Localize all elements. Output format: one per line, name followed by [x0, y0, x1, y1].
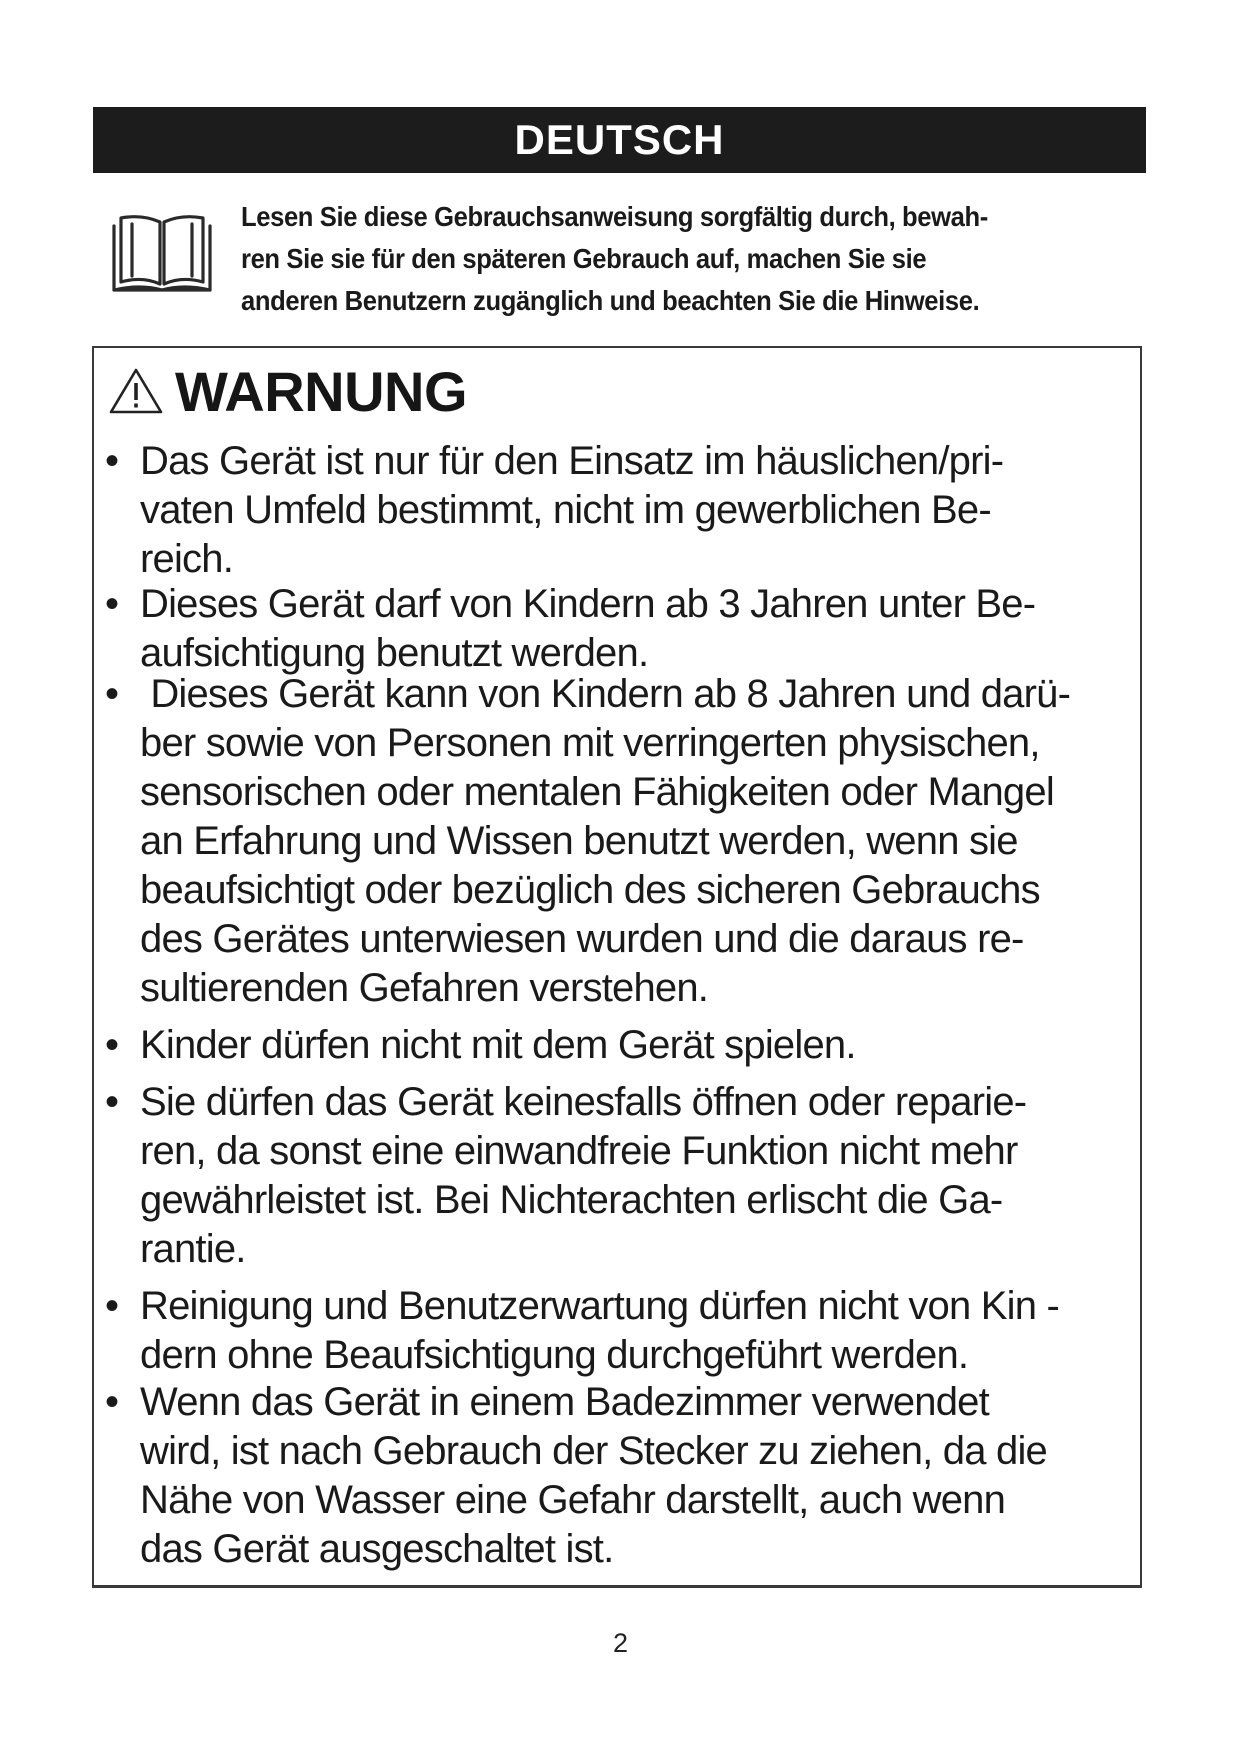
- warning-line: beaufsichtigt oder bezüglich des sicheren Gebrauchs: [140, 868, 1040, 912]
- warning-line: vaten Umfeld bestimmt, nicht im gewerblichen Be-: [140, 488, 991, 532]
- intro-line: ren Sie sie für den späteren Gebrauch auf, machen Sie sie: [241, 243, 927, 274]
- warning-item: [94, 1078, 1144, 1274]
- language-header-bar: [93, 107, 1146, 173]
- warning-item: [94, 580, 1144, 678]
- warning-line: Kinder dürfen nicht mit dem Gerät spielen.: [140, 1023, 856, 1067]
- warning-item: [94, 1378, 1144, 1574]
- warning-line: an Erfahrung und Wissen benutzt werden, wenn sie: [140, 819, 1018, 863]
- warning-heading: [109, 356, 467, 426]
- warning-item: [94, 437, 1144, 584]
- read-instructions-notice: [110, 196, 1146, 326]
- warning-line: wird, ist nach Gebrauch der Stecker zu ziehen, da die: [140, 1429, 1047, 1473]
- language-title: DEUTSCH: [514, 116, 725, 163]
- book-icon: [110, 210, 214, 294]
- intro-line: anderen Benutzern zugänglich und beachten Sie die Hinweise.: [241, 285, 980, 316]
- warning-line: Das Gerät ist nur für den Einsatz im häuslichen/pri-: [140, 439, 1004, 483]
- warning-line: Wenn das Gerät in einem Badezimmer verwendet: [140, 1380, 989, 1424]
- page-number: 2: [612, 1628, 629, 1658]
- warning-line: Nähe von Wasser eine Gefahr darstellt, auch wenn: [140, 1478, 1006, 1522]
- warning-line: dern ohne Beaufsichtigung durchgeführt werden.: [140, 1333, 969, 1377]
- warning-line: sensorischen oder mentalen Fähigkeiten oder Mangel: [140, 770, 1054, 814]
- warning-line: des Gerätes unterwiesen wurden und die daraus re-: [140, 917, 1024, 961]
- warning-list: [94, 437, 1144, 1582]
- bullet-dot: •: [105, 1023, 119, 1067]
- warning-line: rantie.: [140, 1227, 246, 1271]
- warning-item: [94, 1282, 1144, 1380]
- bullet-dot: •: [105, 1080, 119, 1124]
- bullet-dot: •: [105, 1284, 119, 1328]
- warning-line: ber sowie von Personen mit verringerten physischen,: [140, 721, 1040, 765]
- bullet-dot: •: [105, 582, 119, 626]
- warning-line: reich.: [140, 537, 234, 581]
- warning-item: [94, 1021, 1144, 1070]
- intro-line: Lesen Sie diese Gebrauchsanweisung sorgfältig durch, bewah-: [241, 201, 988, 232]
- warning-line: Dieses Gerät kann von Kindern ab 8 Jahren und darü-: [140, 672, 1071, 716]
- warning-line: Sie dürfen das Gerät keinesfalls öffnen oder reparie-: [140, 1080, 1027, 1124]
- warning-line: gewährleistet ist. Bei Nichterachten erlischt die Ga-: [140, 1178, 1003, 1222]
- warning-title: WARNUNG: [175, 359, 468, 423]
- warning-box: [92, 346, 1142, 1588]
- bullet-dot: •: [105, 1380, 119, 1424]
- bullet-dot: •: [105, 439, 119, 483]
- warning-line: aufsichtigung benutzt werden.: [140, 631, 649, 675]
- warning-triangle-icon: [109, 367, 163, 415]
- warning-line: sultierenden Gefahren verstehen.: [140, 966, 709, 1010]
- warning-line: das Gerät ausgeschaltet ist.: [140, 1527, 614, 1571]
- warning-line: Dieses Gerät darf von Kindern ab 3 Jahren unter Be-: [140, 582, 1036, 626]
- warning-line: ren, da sonst eine einwandfreie Funktion nicht mehr: [140, 1129, 1018, 1173]
- warning-item: [94, 670, 1144, 1013]
- bullet-dot: •: [105, 672, 119, 716]
- intro-text: [241, 196, 1083, 322]
- warning-line: Reinigung und Benutzerwartung dürfen nicht von Kin -: [140, 1284, 1060, 1328]
